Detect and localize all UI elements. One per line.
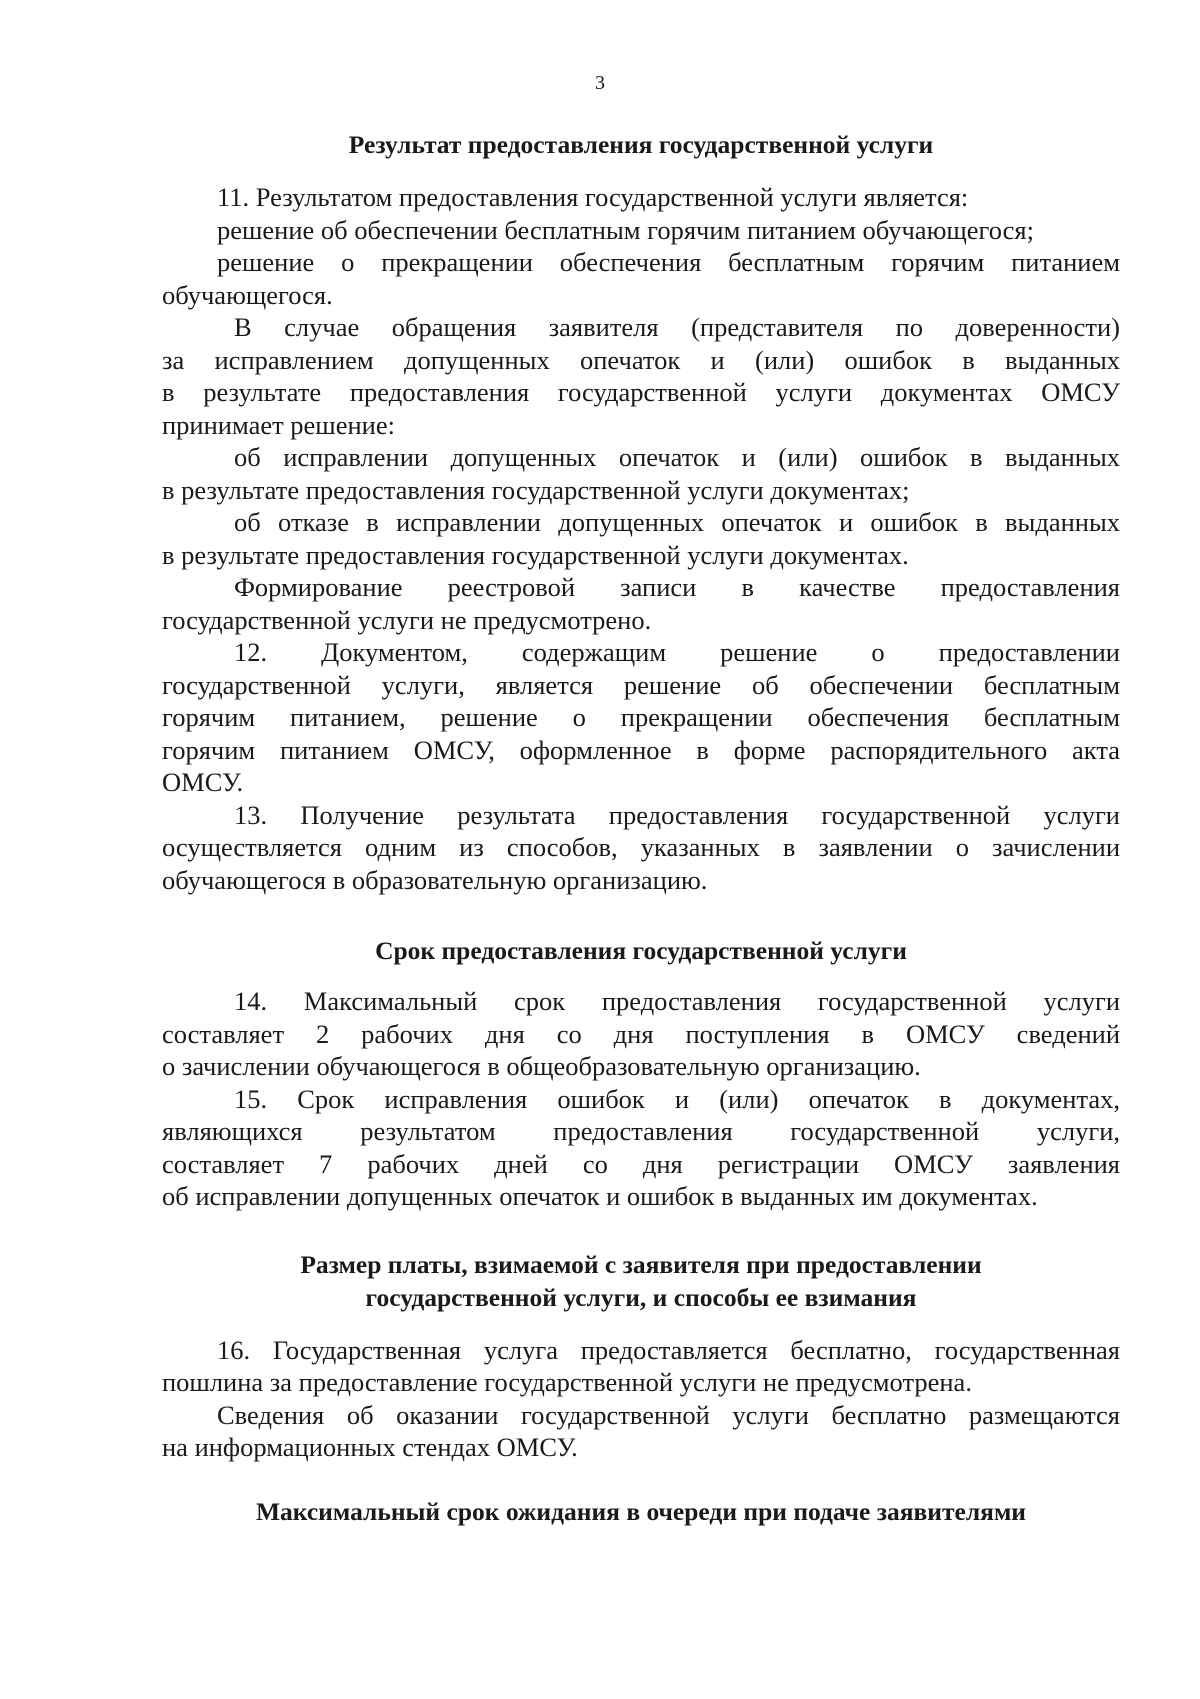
paragraph-line: 16. Государственная услуга предоставляется бесплатно, государственная	[217, 1334, 1120, 1365]
paragraph-line: осуществляется одним из способов, указанных в заявлении о зачислении	[162, 832, 1120, 862]
paragraph-line: горячим питанием ОМСУ, оформленное в форме распорядительного акта	[162, 734, 1120, 765]
document-body	[162, 128, 1120, 1528]
paragraph-line: составляет 2 рабочих дня со дня поступления в ОМСУ сведений	[162, 1018, 1120, 1049]
paragraph-line: решение о прекращении обеспечения бесплатным горячим питанием	[217, 247, 1120, 277]
paragraph-line: В случае обращения заявителя (представителя по доверенности)	[234, 312, 1120, 342]
paragraph-line: решение об обеспечении бесплатным горячим питанием обучающегося;	[217, 214, 1034, 245]
paragraph-line: 15. Срок исправления ошибок и (или) опечаток в документах,	[234, 1083, 1120, 1114]
paragraph-line: Сведения об оказании государственной услуги бесплатно размещаются	[217, 1399, 1120, 1430]
paragraph-line: 12. Документом, содержащим решение о предоставлении	[234, 637, 1120, 667]
heading-line: Размер платы, взимаемой с заявителя при предоставлении	[300, 1249, 982, 1279]
paragraph-line: 14. Максимальный срок предоставления государственной услуги	[234, 986, 1120, 1016]
paragraph-line: государственной услуги, является решение об обеспечении бесплатным	[162, 669, 1120, 700]
paragraph-line: обучающегося в образовательную организацию.	[162, 864, 708, 895]
paragraph-line: ОМСУ.	[162, 767, 244, 797]
paragraph-line: о зачислении обучающегося в общеобразовательную организацию.	[162, 1051, 921, 1081]
heading-line: Срок предоставления государственной услуги	[375, 936, 907, 965]
paragraph-line: за исправлением допущенных опечаток и (или) ошибок в выданных	[162, 344, 1120, 375]
section-heading-result	[162, 128, 1120, 161]
section-result-body	[162, 181, 1120, 896]
paragraph-line: в результате предоставления государственной услуги документах.	[162, 539, 909, 570]
section-heading-fee	[162, 1248, 1120, 1314]
paragraph-line: 11. Результатом предоставления государственной услуги является:	[217, 182, 969, 212]
paragraph-line: пошлина за предоставление государственной услуги не предусмотрена.	[162, 1367, 972, 1397]
section-fee-body	[162, 1334, 1120, 1464]
heading-line: Результат предоставления государственной услуги	[348, 130, 934, 159]
paragraph-line: в результате предоставления государственной услуги документах ОМСУ	[162, 377, 1120, 407]
paragraph-line: являющихся результатом предоставления государственной услуги,	[162, 1116, 1120, 1146]
paragraph-line: об отказе в исправлении допущенных опечаток и ошибок в выданных	[234, 507, 1120, 537]
paragraph-line: об исправлении допущенных опечаток и ошибок в выданных им документах.	[162, 1181, 1038, 1211]
heading-line: государственной услуги, и способы ее взимания	[365, 1282, 917, 1312]
paragraph-line: составляет 7 рабочих дней со дня регистрации ОМСУ заявления	[162, 1148, 1120, 1179]
paragraph-line: на информационных стендах ОМСУ.	[162, 1432, 578, 1462]
paragraph-line: Формирование реестровой записи в качестве предоставления	[234, 572, 1120, 602]
paragraph-line: в результате предоставления государственной услуги документах;	[162, 474, 910, 505]
section-term-body	[162, 985, 1120, 1213]
paragraph-line: государственной услуги не предусмотрено.	[162, 604, 652, 635]
paragraph-line: об исправлении допущенных опечаток и (или) ошибок в выданных	[234, 442, 1120, 472]
paragraph-line: принимает решение:	[162, 409, 395, 440]
section-heading-term	[162, 934, 1120, 967]
page-number: 3	[595, 72, 605, 94]
heading-line: Максимальный срок ожидания в очереди при подаче заявителями	[255, 1496, 1027, 1526]
paragraph-line: обучающегося.	[162, 279, 333, 310]
paragraph-line: 13. Получение результата предоставления государственной услуги	[234, 799, 1120, 830]
paragraph-line: горячим питанием, решение о прекращении обеспечения бесплатным	[162, 702, 1120, 732]
section-heading-queue	[162, 1495, 1120, 1528]
